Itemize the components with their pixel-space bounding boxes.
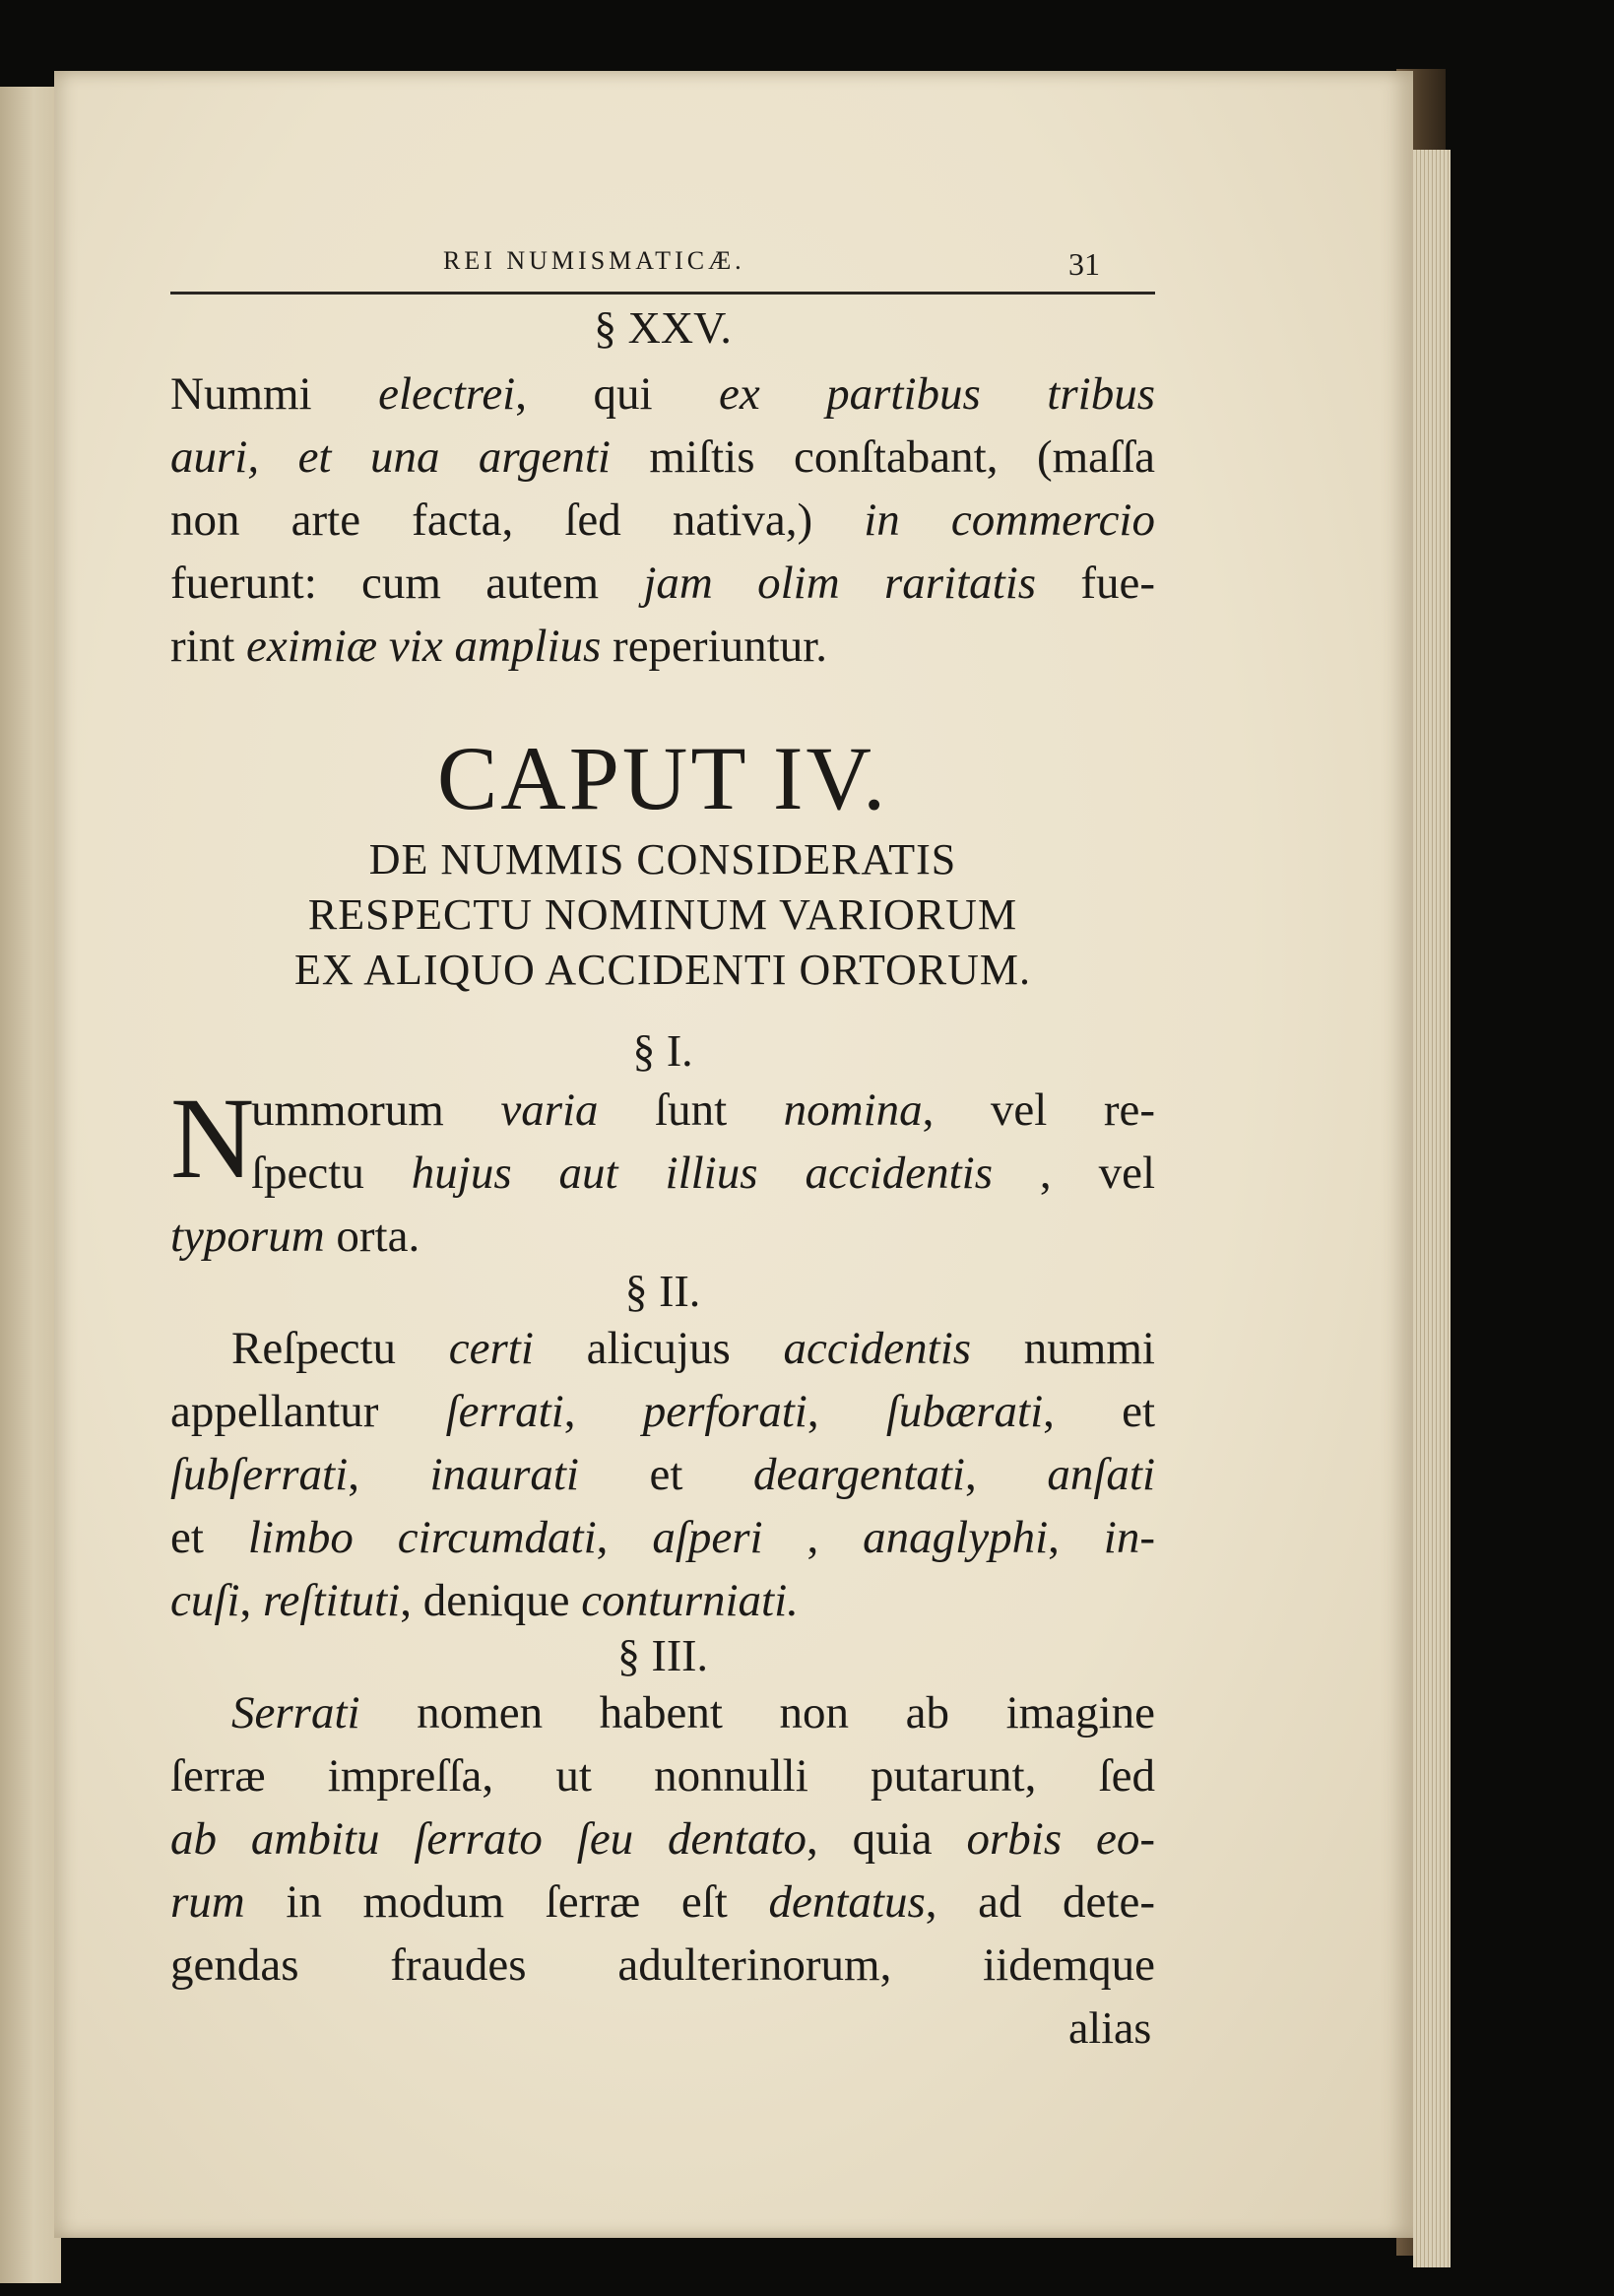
chapter-subtitle-line: DE NUMMIS CONSIDERATIS: [368, 835, 957, 884]
drop-capital: N: [170, 1074, 255, 1203]
text-line: gendas fraudes adulterinorum, iidemque: [170, 1939, 1155, 1991]
facing-page-edge: [0, 87, 61, 2283]
section-heading-i: § I.: [632, 1025, 693, 1076]
text-block: [54, 71, 1413, 2238]
chapter-subtitle-line: RESPECTU NOMINUM VARIORUM: [307, 890, 1018, 939]
text-line: appellantur ſerrati, perforati, ſubærati, et: [170, 1386, 1156, 1437]
chapter-subtitle-line: EX ALIQUO ACCIDENTI ORTORUM.: [293, 946, 1032, 994]
text-line: cuſi, reſtituti, denique conturniati.: [170, 1575, 799, 1626]
text-line: et limbo circumdati, aſperi , anaglyphi, in-: [170, 1512, 1156, 1563]
book-page: [54, 71, 1413, 2238]
section-heading-iii: § III.: [617, 1630, 708, 1680]
text-line: rum in modum ſerræ eſt dentatus, ad dete-: [170, 1876, 1155, 1928]
text-line: non arte facta, ſed nativa,) in commercio: [170, 494, 1155, 546]
section-heading-xxv: § XXV.: [594, 302, 732, 353]
catchword: alias: [1068, 2002, 1152, 2053]
header-rule: [170, 292, 1155, 295]
chapter-title: CAPUT IV.: [436, 728, 889, 828]
text-line: Reſpectu certi alicujus accidentis nummi: [231, 1323, 1155, 1374]
text-line: fuerunt: cum autem jam olim raritatis fue-: [170, 558, 1155, 609]
text-line: ummorum varia ſunt nomina, vel re-: [251, 1084, 1155, 1136]
page-number: 31: [1068, 246, 1100, 282]
text-line: ſpectu hujus aut illius accidentis , vel: [251, 1148, 1156, 1199]
page-stack-edge: [1413, 150, 1451, 2267]
text-line: Nummi electrei, qui ex partibus tribus: [170, 368, 1155, 420]
running-head: REI NUMISMATICÆ.: [443, 246, 745, 275]
text-line: Serrati nomen habent non ab imagine: [231, 1687, 1155, 1738]
text-line: ab ambitu ſerrato ſeu dentato, quia orbis eo-: [170, 1813, 1155, 1865]
text-line: rint eximiæ vix amplius reperiuntur.: [170, 621, 827, 672]
text-line: ſubſerrati, inaurati et deargentati, anſati: [170, 1449, 1156, 1500]
text-line: typorum orta.: [170, 1211, 420, 1262]
section-heading-ii: § II.: [624, 1266, 701, 1316]
text-line: auri, et una argenti miſtis conſtabant, (maſſa: [170, 431, 1155, 483]
text-line: ſerræ impreſſa, ut nonnulli putarunt, ſed: [170, 1750, 1155, 1802]
